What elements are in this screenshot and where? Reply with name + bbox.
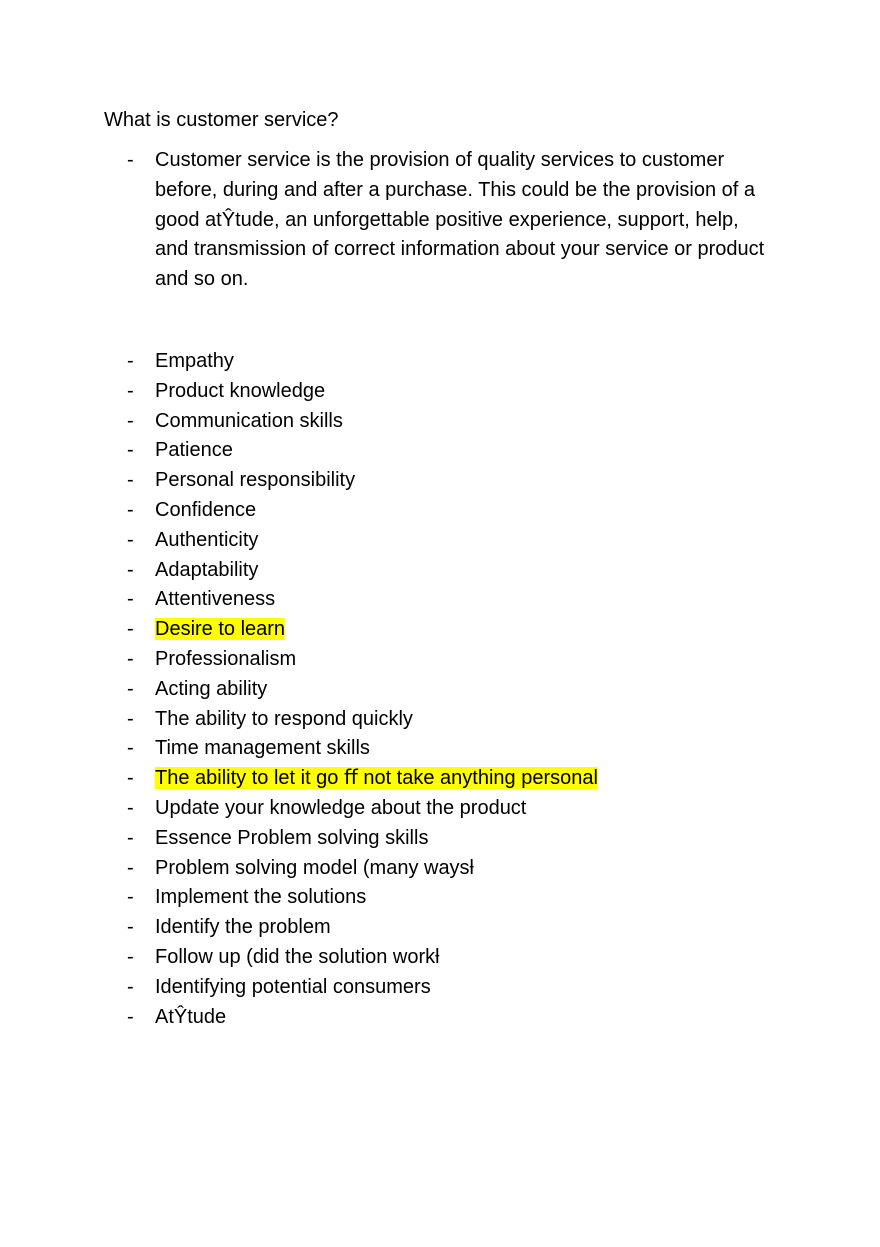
definition-bullet: - (127, 149, 134, 171)
skill-text: Update your knowledge about the product (155, 796, 527, 819)
skill-bullet: - (127, 618, 134, 641)
skill-bullet: - (127, 379, 134, 402)
skill-bullet: - (127, 1005, 134, 1028)
skill-bullet: - (127, 350, 134, 372)
skill-item (127, 556, 598, 586)
skill-text: Implement the solutions (155, 886, 367, 909)
skill-bullet: - (127, 945, 134, 968)
skill-bullet: - (127, 826, 134, 849)
skill-item (127, 347, 598, 377)
skill-item (127, 943, 598, 973)
skills-list (127, 347, 598, 1032)
skill-text: Adaptability (155, 558, 259, 581)
skill-text-highlighted: Desire to learn (155, 618, 286, 641)
skill-item (127, 734, 598, 764)
skill-item (127, 883, 598, 913)
skill-bullet: - (127, 737, 134, 760)
skill-item (127, 645, 598, 675)
skill-item (127, 377, 598, 407)
skill-text: Follow up (did the solution workƚ (155, 945, 440, 968)
skill-text: Professionalism (155, 647, 297, 670)
skill-text: Acting ability (155, 677, 268, 700)
skill-item (127, 705, 598, 735)
skill-text: Problem solving model (many waysƚ (155, 856, 475, 879)
skill-item (127, 675, 598, 705)
definition-item (127, 146, 767, 295)
skill-bullet: - (127, 498, 134, 521)
skill-bullet: - (127, 916, 134, 939)
skill-item (127, 407, 598, 437)
skill-bullet: - (127, 886, 134, 909)
skill-bullet: - (127, 767, 134, 790)
skill-text: Personal responsibility (155, 469, 356, 492)
skill-text: AtŶtude (155, 1005, 227, 1028)
skill-bullet: - (127, 409, 134, 432)
skill-item (127, 496, 598, 526)
skill-text: Essence Problem solving skills (155, 826, 429, 849)
skill-item (127, 615, 598, 645)
skill-text: Empathy (155, 350, 234, 372)
skill-item (127, 585, 598, 615)
skill-bullet: - (127, 558, 134, 581)
skill-item (127, 854, 598, 884)
skill-item (127, 794, 598, 824)
skill-bullet: - (127, 677, 134, 700)
skill-text: Confidence (155, 498, 257, 521)
skill-bullet: - (127, 856, 134, 879)
skill-item (127, 973, 598, 1003)
definition-text: Customer service is the provision of quality services to customer before, during and after a purchase. This could be the provision of a good atŶtude, an unforgettable positive experience, support, help, and transmission of correct information about your service or product and so on. (155, 149, 765, 291)
skill-bullet: - (127, 975, 134, 998)
skill-item (127, 764, 598, 794)
skill-item (127, 913, 598, 943)
question-heading: What is customer service? (104, 109, 339, 131)
skill-item (127, 466, 598, 496)
skill-text-highlighted: The ability to let it go ﬀ not take anything personal (155, 767, 598, 790)
skill-text: Authenticity (155, 528, 259, 551)
skill-text: Communication skills (155, 409, 343, 432)
skill-text: Patience (155, 439, 233, 462)
skill-bullet: - (127, 469, 134, 492)
skill-item (127, 526, 598, 556)
skill-bullet: - (127, 588, 134, 611)
skill-text: The ability to respond quickly (155, 707, 413, 730)
skill-item (127, 824, 598, 854)
skill-text: Identifying potential consumers (155, 975, 431, 998)
skill-bullet: - (127, 796, 134, 819)
skill-bullet: - (127, 647, 134, 670)
skill-text: Attentiveness (155, 588, 276, 611)
skill-bullet: - (127, 528, 134, 551)
skill-bullet: - (127, 707, 134, 730)
skill-bullet: - (127, 439, 134, 462)
skill-text: Product knowledge (155, 379, 326, 402)
skill-text: Time management skills (155, 737, 370, 760)
skill-text: Identify the problem (155, 916, 331, 939)
skill-item (127, 436, 598, 466)
skill-item (127, 1003, 598, 1033)
